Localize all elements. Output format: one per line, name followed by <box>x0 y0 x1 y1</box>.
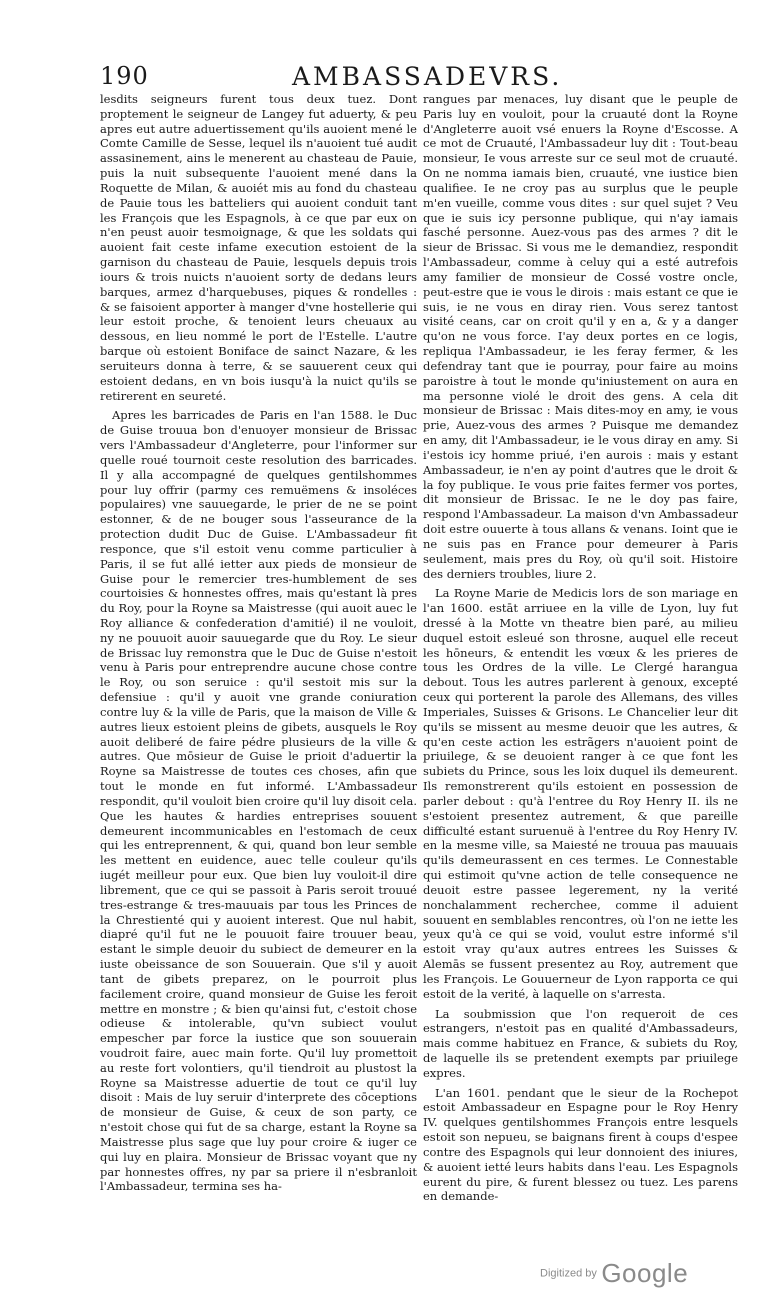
paragraph: Apres les barricades de Paris en l'an 1588. le Duc de Guise trouua bon d'enuoyer monsieur de Brissac vers l'Ambassadeur d'Angleterre, pour l'informer sur quelle roué tournoit ceste resolution des barricades. Il y alla accompagné de quelques gentilshommes pour luy offrir (parmy ces remuëmens & insoléces populaires) vne sauuegarde, le prier de ne se point estonner, & de ne bouger sous l'asseurance de la protection dudit Duc de Guise. L'Ambassadeur fit responce, que s'il estoit venu comme particulier à Paris, il se fut allé ietter aux pieds de monsieur de Guise pour le remercier tres-humblement de ses courtoisies & honnestes offres, mais qu'estant là pres du Roy, pour la Royne sa Maistresse (qui auoit auec le Roy alliance & confederation d'amitié) il ne vouloit, ny ne pouuoit auoir sauuegarde que du Roy. Le sieur de Brissac luy remonstra que le Duc de Guise n'estoit venu à Paris pour entreprendre aucune chose contre le Roy, ou son seruice : qu'il sestoit mis sur la defensiue : qu'il y auoit vne grande coniuration contre luy & la ville de Paris, que la maison de Ville & autres lieux estoient pleins de gibets, ausquels le Roy auoit deliberé de faire pédre plusieurs de la ville & autres. Que mōsieur de Guise le prioit d'aduertir la Royne sa Maistresse de toutes ces choses, afin que tout le monde en fut informé. L'Ambassadeur respondit, qu'il vouloit bien croire qu'il luy disoit cela. Que les hautes & hardies entreprises souuent demeurent incommunicables en l'estomach de ceux qui les entreprennent, & qui, quand bon leur semble les mettent en euidence, auec telle couleur qu'ils iugét meilleur pour eux. Que bien luy vouloit-il dire librement, que ce qui se passoit à Paris seroit trouué tres-estrange & tres-mauuais par tous les Princes de la Chrestienté qui y auoient interest. Que nul habit, diapré qu'il fut ne le pouuoit faire trouuer beau, estant le simple deuoir du subiect de demeurer en la iuste obeissance de son Souuerain. Que s'il y auoit tant de gibets preparez, on le pourroit plus facilement croire, quand monsieur de Guise les feroit mettre en monstre ; & bien qu'ainsi fut, c'estoit chose odieuse & intolerable, qu'vn subiect voulut empescher par force la iustice que son souuerain voudroit faire, auec main forte. Qu'il luy promettoit au reste fort volontiers, qu'il tiendroit au plustost la Royne sa Maistresse aduertie de tout ce qu'il luy disoit : Mais de luy seruir d'interprete des cōceptions de monsieur de Guise, & ceux de son party, ce n'estoit chose qui fut de sa charge, estant la Royne sa Maistresse plus sage que luy pour croire & iuger ce qui luy en plaira. Monsieur de Brissac voyant que ny par honnestes offres, ny par sa priere il n'esbranloit l'Ambassadeur, termina ses ha- <box>100 408 417 1194</box>
paragraph: L'an 1601. pendant que le sieur de la Rochepot estoit Ambassadeur en Espagne pour le Roy Henry IV. quelques gentilshommes François entre lesquels estoit son nepueu, se baignans firent à coups d'espee contre des Espagnols qui leur donnoient des iniures, & auoient ietté leurs habits dans l'eau. Les Espagnols eurent du pire, & furent blessez ou tuez. Les parens en demande- <box>423 1085 738 1204</box>
paragraph: La soubmission que l'on requeroit de ces estrangers, n'estoit pas en qualité d'Ambassadeurs, mais comme habituez en France, & subiets du Roy, de laquelle ils se pretendent exempts par priuilege expres. <box>423 1006 738 1080</box>
page-header <box>0 62 779 96</box>
google-wordmark: Google <box>601 1258 689 1288</box>
page-number: 190 <box>100 62 149 90</box>
watermark-prefix: Digitized by <box>540 1267 597 1280</box>
left-column <box>100 92 417 1199</box>
digitized-watermark <box>540 1258 688 1289</box>
paragraph: La Royne Marie de Medicis lors de son mariage en l'an 1600. estāt arriuee en la ville de Lyon, luy fut dressé à la Motte vn theatre bien paré, au milieu duquel estoit esleué son throsne, auquel elle receut les hōneurs, & entendit les vœux & les prieres de tous les Ordres de la ville. Le Clergé harangua debout. Tous les autres parlerent à genoux, excepté ceux qui porterent la parole des Allemans, des villes Imperiales, Suisses & Grisons. Le Chancelier leur dit qu'ils se missent au mesme deuoir que les autres, & qu'en ceste action les estrãgers n'auoient point de priuilege, & se deuoient ranger à ce que font les subiets du Prince, sous les loix duquel ils demeurent. Ils remonstrerent qu'ils estoient en possession de parler debout : qu'à l'entree du Roy Henry II. ils ne s'estoient presentez autrement, & que pareille difficulté estant suruenuë à l'entree du Roy Henry IV. en la mesme ville, sa Maiesté ne trouua pas mauuais qu'ils demeurassent en ces termes. Le Connestable qui estimoit qu'vne action de telle consequence ne deuoit estre passee legerement, ny la verité nonchalamment recherchee, comme il aduient souuent en semblables rencontres, où l'on ne iette les yeux qu'à ce qui se void, voulut estre informé s'il estoit vray qu'aux autres entrees les Suisses & Alemās se fussent presentez au Roy, autrement que les François. Le Gouuerneur de Lyon rapporta ce qui estoit de la verité, à laquelle on s'arresta. <box>423 586 738 1001</box>
paragraph: rangues par menaces, luy disant que le peuple de Paris luy en vouloit, pour la cruauté dont la Royne d'Angleterre auoit vsé enuers la Royne d'Escosse. A ce mot de Cruauté, l'Ambassadeur luy dit : Tout-beau monsieur, Ie vous arreste sur ce seul mot de cruauté. On ne nomma iamais bien, cruauté, vne iustice bien qualifiee. Ie ne croy pas au surplus que le peuple m'en vueille, comme vous dites : sur quel sujet ? Veu que ie suis icy personne publique, qui n'ay iamais fasché personne. Auez-vous pas des armes ? dit le sieur de Brissac. Si vous me le demandiez, respondit l'Ambassadeur, comme à celuy qui a esté autrefois amy familier de monsieur de Cossé vostre oncle, peut-estre que ie vous le dirois : mais estant ce que ie suis, ie ne vous en diray rien. Vous serez tantost visité ceans, car on croit qu'il y en a, & y a danger qu'on ne vous force. I'ay deux portes en ce logis, repliqua l'Ambassadeur, ie les feray fermer, & les defendray tant que ie pourray, pour faire au moins paroistre à tout le monde qu'iniustement on aura en ma personne violé le droit des gens. A cela dit monsieur de Brissac : Mais dites-moy en amy, ie vous prie, Auez-vous des armes ? Puisque me demandez en amy, dit l'Ambassadeur, ie le vous diray en amy. Si i'estois icy homme priué, i'en aurois : mais y estant Ambassadeur, ie n'en ay point d'autres que le droit & la foy publique. Ie vous prie faites fermer vos portes, dit monsieur de Brissac. Ie ne le doy pas faire, respond l'Ambassadeur. La maison d'vn Ambassadeur doit estre ouuerte à tous allans & venans. Ioint que ie ne suis pas en France pour demeurer à Paris seulement, mais pres du Roy, où qu'il soit. Histoire des derniers troubles, liure 2. <box>423 92 738 581</box>
running-head: AMBASSADEVRS. <box>292 62 563 91</box>
paragraph: lesdits seigneurs furent tous deux tuez. Dont proptement le seigneur de Langey fut aduerty, & peu apres eut autre aduertissement qu'ils auoient mené le Comte Camille de Sesse, lequel ils n'auoient tué audit assasinement, ains le menerent au chasteau de Pauie, puis la nuit subsequente l'auoient mené dans la Roquette de Milan, & auoiét mis au fond du chasteau de Pauie tous les batteliers qui auoient conduit tant les François que les Espagnols, à ce que par eux on n'en peust auoir tesmoignage, & que les soldats qui auoient fait ceste infame execution estoient de la garnison du chasteau de Pauie, lesquels depuis trois iours & trois nuicts n'auoient sorty de dedans leurs barques, armez d'harquebuses, piques & rondelles : & se faisoient apporter à manger d'vne hostellerie qui leur estoit proche, & tenoient leurs cheuaux au dessous, en lieu nommé le port de l'Estelle. L'autre barque où estoient Boniface de sainct Nazare, & les seruiteurs donna à terre, & se sauuerent ceux qui estoient dedans, en vn bois iusqu'à la nuict qu'ils se retirerent en seureté. <box>100 92 417 403</box>
right-column <box>423 92 738 1209</box>
